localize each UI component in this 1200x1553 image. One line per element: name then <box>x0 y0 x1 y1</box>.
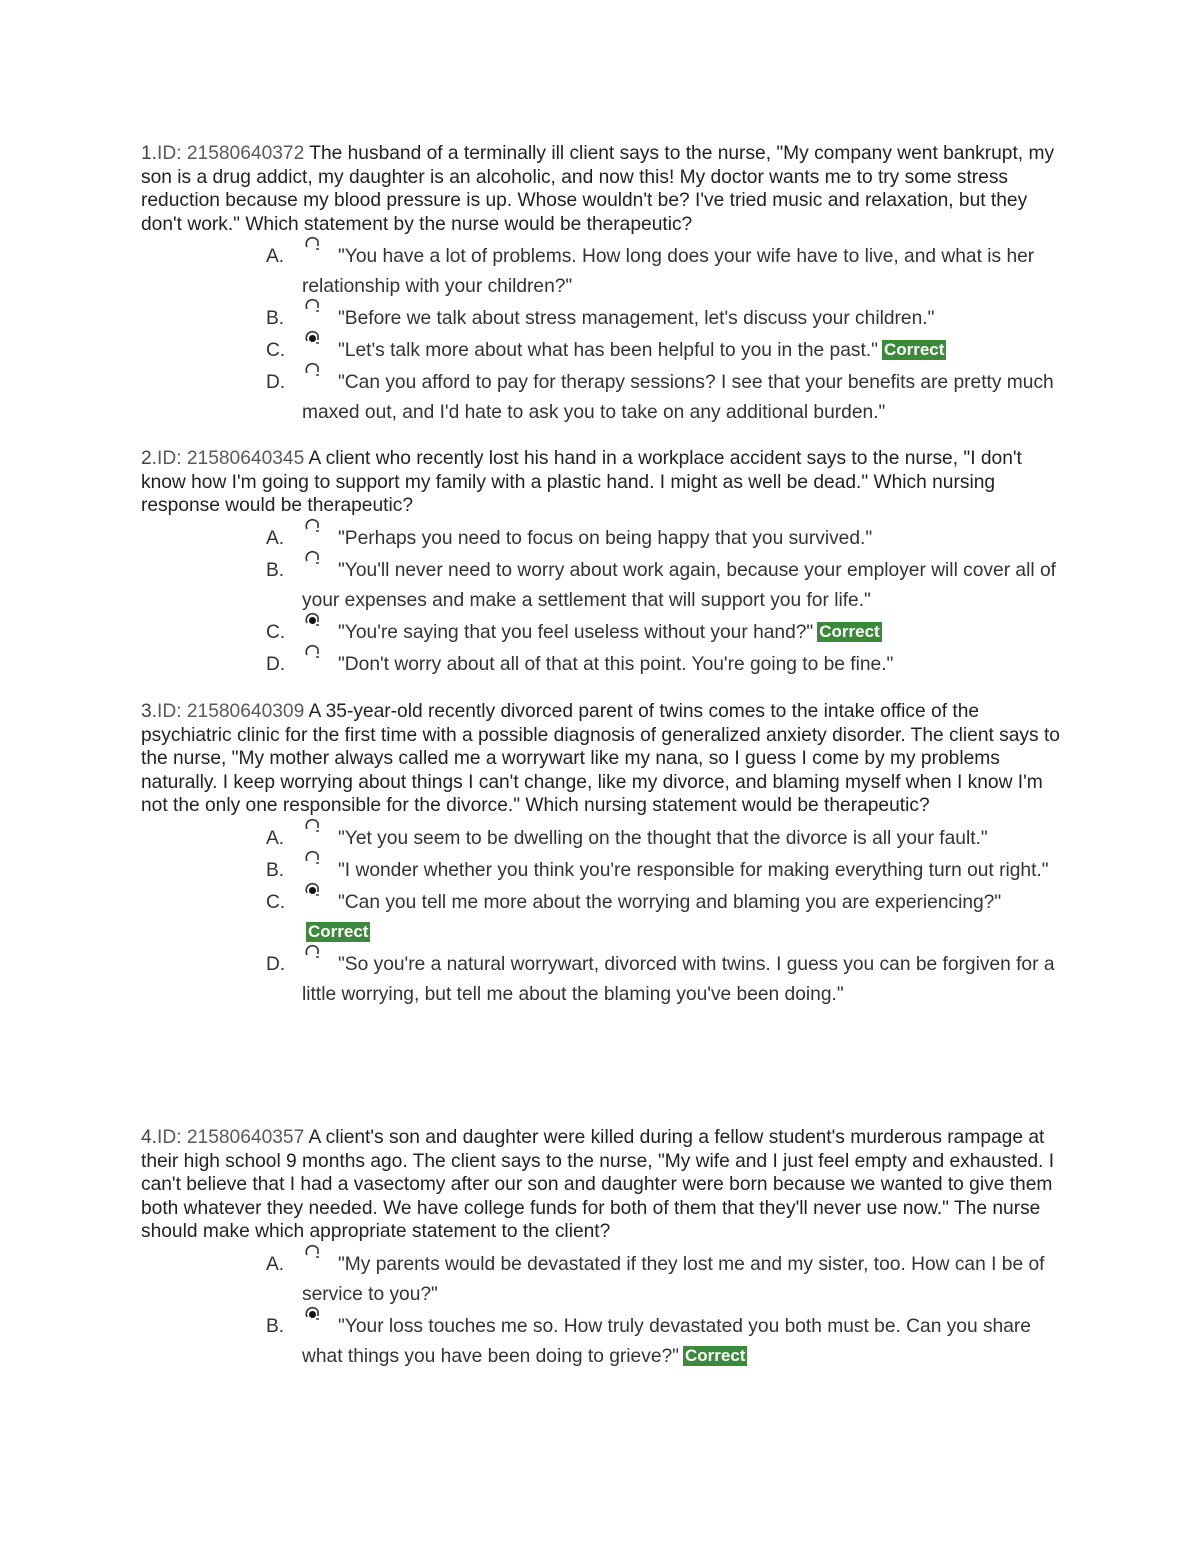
correct-badge: Correct <box>308 921 369 941</box>
option-text: "Don't worry about all of that at this point. You're going to be fine." <box>338 653 894 675</box>
option-text: "Perhaps you need to focus on being happy that you survived." <box>338 527 873 549</box>
option-letter: A. <box>266 827 285 849</box>
option-text: "Before we talk about stress management, let's discuss your children." <box>338 308 935 329</box>
question-1 <box>0 142 1200 430</box>
option-b <box>0 1312 1062 1372</box>
question-stem <box>141 447 1061 518</box>
radio-selected-icon[interactable] <box>304 1305 322 1323</box>
option-letter: C. <box>266 621 286 643</box>
question-id: ID: 21580640372 <box>157 143 305 164</box>
option-letter: A. <box>266 246 285 267</box>
option-b <box>0 556 1062 616</box>
radio-unselected-icon[interactable] <box>304 297 322 315</box>
correct-badge: Correct <box>684 1345 746 1365</box>
radio-unselected-icon[interactable] <box>304 643 322 661</box>
option-letter: B. <box>266 1315 285 1337</box>
option-text: "You'll never need to worry about work again, because your employer will cover all of your expenses and make a settlement that will support you for life." <box>302 559 1056 611</box>
question-stem <box>141 700 1061 818</box>
option-text: "Yet you seem to be dwelling on the thought that the divorce is all your fault." <box>338 827 988 849</box>
option-text: "Can you afford to pay for therapy sessions? I see that your benefits are pretty much maxed out, and I'd hate to ask you to take on any additional burden." <box>302 372 1054 423</box>
correct-badge: Correct <box>819 621 880 641</box>
option-c <box>0 888 1062 948</box>
option-letter: D. <box>266 372 286 393</box>
option-text: "My parents would be devastated if they lost me and my sister, too. How can I be of service to you?" <box>302 1253 1045 1305</box>
question-number: 2. <box>141 448 158 469</box>
option-a <box>0 824 1062 854</box>
radio-unselected-icon[interactable] <box>304 1243 322 1261</box>
option-letter: D. <box>266 953 286 975</box>
radio-selected-icon[interactable] <box>304 611 322 629</box>
radio-selected-icon[interactable] <box>304 329 322 347</box>
question-stem <box>141 142 1061 236</box>
radio-unselected-icon[interactable] <box>304 817 322 835</box>
question-number: 3. <box>141 701 158 722</box>
option-b <box>0 856 1062 886</box>
option-a <box>0 524 1062 554</box>
option-letter: A. <box>266 1253 285 1275</box>
option-text: "Can you tell me more about the worrying and blaming you are experiencing?" <box>338 891 1002 913</box>
option-letter: C. <box>266 891 286 913</box>
option-b <box>0 304 1062 334</box>
option-text: "You have a lot of problems. How long does your wife have to live, and what is her relationship with your children?" <box>302 246 1035 297</box>
radio-unselected-icon[interactable] <box>304 849 322 867</box>
answer-options <box>0 524 1200 680</box>
option-d <box>0 950 1062 1010</box>
question-3 <box>0 700 1200 1012</box>
answer-options <box>0 242 1200 428</box>
question-2 <box>0 447 1200 682</box>
question-text: A client who recently lost his hand in a workplace accident says to the nurse, "I don't know how I'm going to support my family with a plastic hand. I might as well be dead." Which nursing response would be therapeutic? <box>141 448 1022 516</box>
answer-options <box>0 1250 1200 1372</box>
option-text: "Let's talk more about what has been helpful to you in the past." <box>338 340 878 361</box>
radio-selected-icon[interactable] <box>304 881 322 899</box>
radio-unselected-icon[interactable] <box>304 361 322 379</box>
option-d <box>0 368 1062 428</box>
radio-unselected-icon[interactable] <box>304 517 322 535</box>
question-stem <box>141 1126 1061 1244</box>
option-d <box>0 650 1062 680</box>
option-c <box>0 618 1062 648</box>
option-letter: D. <box>266 653 286 675</box>
answer-options <box>0 824 1200 1010</box>
radio-unselected-icon[interactable] <box>304 549 322 567</box>
radio-unselected-icon[interactable] <box>304 235 322 253</box>
question-text: A client's son and daughter were killed during a fellow student's murderous rampage at their high school 9 months ago. The client says to the nurse, "My wife and I just feel empty and exhausted. I can't believe that I had a vasectomy after our son and daughter were born because we wanted to give them both whatever they needed. We have college funds for both of them that they'll never use now." The nurse should make which appropriate statement to the client? <box>141 1127 1055 1242</box>
question-id: ID: 21580640345 <box>157 448 305 469</box>
correct-badge: Correct <box>883 340 945 359</box>
option-text: "So you're a natural worrywart, divorced with twins. I guess you can be forgiven for a little worrying, but tell me about the blaming you've been doing." <box>302 953 1055 1005</box>
option-text: "I wonder whether you think you're responsible for making everything turn out right." <box>338 859 1049 881</box>
option-letter: C. <box>266 340 286 361</box>
option-letter: A. <box>266 527 285 549</box>
question-number: 1. <box>141 143 158 164</box>
question-id: ID: 21580640309 <box>157 701 305 722</box>
option-a <box>0 1250 1062 1310</box>
question-text: A 35-year-old recently divorced parent of twins comes to the intake office of the psychiatric clinic for the first time with a possible diagnosis of generalized anxiety disorder. The client says to the nurse, "My mother always called me a worrywart like my nana, so I guess I come by my problems naturally. I keep worrying about things I can't change, like my divorce, and blaming myself when I know I'm not the only one responsible for the divorce." Which nursing statement would be therapeutic? <box>141 701 1060 816</box>
option-letter: B. <box>266 559 285 581</box>
question-text: The husband of a terminally ill client says to the nurse, "My company went bankrupt, my son is a drug addict, my daughter is an alcoholic, and now this! My doctor wants me to try some stress reduction because my blood pressure is up. Whose wouldn't be? I've tried music and relaxation, but they don't work." Which statement by the nurse would be therapeutic? <box>141 143 1055 235</box>
option-c <box>0 336 1062 366</box>
option-text: "Your loss touches me so. How truly devastated you both must be. Can you share what things you have been doing to grieve?" <box>302 1315 1031 1367</box>
option-letter: B. <box>266 308 285 329</box>
question-number: 4. <box>141 1127 158 1148</box>
option-a <box>0 242 1062 302</box>
option-text: "You're saying that you feel useless without your hand?" <box>338 621 814 643</box>
question-4 <box>0 1126 1200 1374</box>
option-letter: B. <box>266 859 285 881</box>
radio-unselected-icon[interactable] <box>304 943 322 961</box>
question-id: ID: 21580640357 <box>157 1127 305 1148</box>
